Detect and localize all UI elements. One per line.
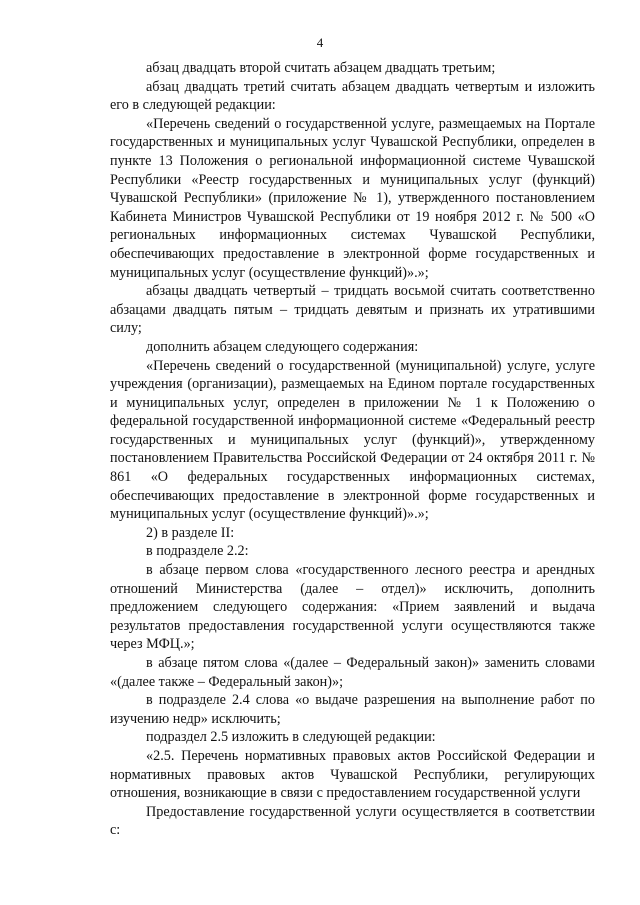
paragraph: «Перечень сведений о государственной услуге, размещаемых на Портале государственных и муниципальных услуг Чувашской Республики, определен в пункте 13 Положения о региональной информационной системе Чувашской Республики «Реестр государственных и муниципальных услуг (функций) Чувашской Республики» (приложение № 1), утвержденного постановлением Кабинета Министров Чувашской Республики от 19 ноября 2012 г. № 500 «О региональных информационных системах Чувашской Республики, обеспечивающих предоставление в электронной форме государственных и муниципальных услуг (осуществление функций)».»;: [110, 115, 595, 281]
document-body: [110, 59, 595, 840]
page-number: 4: [316, 35, 324, 50]
paragraph: «Перечень сведений о государственной (муниципальной) услуге, услуге учреждения (организации), размещаемых на Едином портале государственных и муниципальных услуг, определен в приложении № 1 к Положению о федеральной государственной информационной системе «Федеральный реестр государственных и муниципальных услуг (функций)», утвержденному постановлением Правительства Российской Федерации от 24 октября 2011 г. № 861 «О федеральных государственных информационных системах, обеспечивающих предоставление в электронной форме государственных и муниципальных услуг (осуществление функций)».»;: [110, 357, 595, 523]
paragraph: абзац двадцать второй считать абзацем двадцать третьим;: [146, 60, 496, 76]
paragraph: в подразделе 2.2:: [146, 543, 249, 560]
paragraph: в абзаце пятом слова «(далее – Федеральный закон)» заменить словами «(далее также – Федеральный закон)»;: [110, 655, 595, 690]
paragraph: в подразделе 2.4 слова «о выдаче разрешения на выполнение работ по изучению недр» исключить;: [110, 692, 595, 727]
paragraph: «2.5. Перечень нормативных правовых актов Российской Федерации и нормативных правовых актов Чувашской Республики, регулирующих отношения, возникающие в связи с предоставлением государственной услуги: [110, 747, 595, 802]
paragraph: подраздел 2.5 изложить в следующей редакции:: [146, 729, 436, 746]
paragraph: абзацы двадцать четвертый – тридцать восьмой считать соответственно абзацами двадцать пятым – тридцать девятым и признать их утратившими силу;: [110, 283, 595, 337]
paragraph: в абзаце первом слова «государственного лесного реестра и арендных отношений Министерства (далее – отдел)» исключить, дополнить предложением следующего содержания: «Прием заявлений и выдача результатов предоставления государственной услуги осуществляются также через МФЦ.»;: [110, 562, 595, 653]
paragraph: 2) в разделе II:: [146, 524, 235, 541]
paragraph: дополнить абзацем следующего содержания:: [146, 338, 419, 355]
paragraph: абзац двадцать третий считать абзацем двадцать четвертым и изложить его в следующей редакции:: [110, 78, 595, 114]
paragraph: Предоставление государственной услуги осуществляется в соответствии с:: [110, 803, 595, 839]
